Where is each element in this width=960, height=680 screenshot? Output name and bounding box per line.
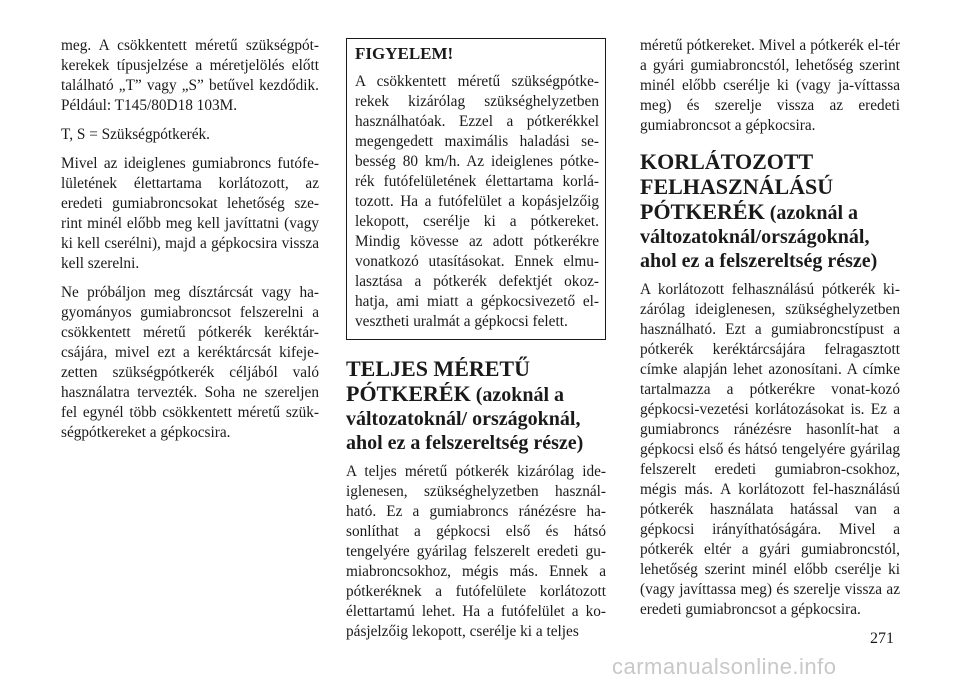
column-middle <box>346 36 606 651</box>
paragraph-limited-use-spare: A korlátozott felhasználású pótkerék ki-zárólag ideiglenesen, szükséghelyzetben használható. Ezt a gumiabroncstípust a pótkerék keréktárcsájára felragasztott címke alapján lehet azonosítani. A címke tartalmazza a pótkerékre vonat-kozó gépkocsi-vezetési korlátozásokat is. Ez a gumiabroncs ránézésre hasonlít-hat a gépkocsi első és hátsó tengelyére gyárilag felszerelt eredeti gumiabron-csokhoz, mégis más. A korlátozott fel-használású pótkerék használata hatással van a gépkocsi irányíthatóságára. Mivel a pótkerék eltér a gyári gumiabroncstól, lehetőség szerint minél előbb cserélje ki (vagy javíttassa meg) és szerelje vissza az eredeti gumiabroncsot a gépkocsira. <box>640 281 900 618</box>
paragraph-ts-definition: T, S = Szükségpótkerék. <box>61 126 210 143</box>
paragraph-tread-life: Mivel az ideiglenes gumiabroncs futófe-lületének élettartama korlátozott, az eredeti gumiabroncsokat lehetőség sze-rint minél előbb meg kell javíttatni (vagy ki kell cserélni), majd a gépkocsira vissza kell szerelni. <box>61 155 319 272</box>
paragraph-full-size-continued: méretű pótkereket. Mivel a pótkerék el-tér a gyári gumiabroncstól, lehetőség szerint minél előbb cserélje ki (vagy ja-víttassa meg) és szerelje vissza az eredeti gumiabroncsot a gépkocsira. <box>640 37 900 134</box>
paragraph-wheel-cover-warning: Ne próbáljon meg dísztárcsát vagy ha-gyományos gumiabroncsot felszerelni a csökkentett méretű pótkerék keréktár-csájára, mivel ezt a keréktárcsát kifeje-zetten szükségpótkerék céljából való használatra tervezték. Soha ne szereljen fel egynél több csökkentett méretű szük-ségpótkereket a gépkocsira. <box>61 284 319 441</box>
paragraph-spare-tire-marking: meg. A csökkentett méretű szükségpót-kerekek típusjelzése a méretjelölés előtt található „T” vagy „S” betűvel kezdődik. Például: T145/80D18 103M. <box>61 37 319 114</box>
watermark: carmanualsonline.info <box>612 654 837 679</box>
section-heading-limited-use-spare <box>640 150 900 273</box>
page-number: 271 <box>870 630 894 647</box>
warning-title: FIGYELEM! <box>355 44 454 63</box>
warning-box <box>346 38 606 340</box>
warning-text: A csökkentett méretű szükségpótke-rekek kizárólag szükséghelyzetben használhatóak. Ezzel a pótkerékkel megengedett maximális haladási se-besség 80 km/h. Az ideiglenes pótke-rék futófelületének élettartama korlá-tozott. Ha a futófelület a kopásjelzőig lekopott, cserélje ki a pótkereket. Mindig kövesse az adott pótkerékre vonatkozó utasításokat. Ennek elmu-lasztása a pótkerék defektjét okoz-hatja, ami miatt a gépkocsivezető el-vesztheti uralmát a gépkocsi felett. <box>355 73 599 330</box>
section-heading-full-size-spare <box>346 357 606 455</box>
heading-sub: (azoknál a változatoknál/ országoknál, ahol ez a felszereltség része) <box>346 384 584 454</box>
heading-main: TELJES MÉRETŰ PÓTKERÉK <box>346 356 530 406</box>
heading-main: KORLÁTOZOTT FELHASZNÁLÁSÚ PÓTKERÉK <box>640 149 834 224</box>
column-left <box>61 36 319 452</box>
column-right <box>640 36 900 629</box>
paragraph-full-size-spare: A teljes méretű pótkerék kizárólag ide-iglenesen, szükséghelyzetben használ-ható. Ez a gumiabroncs ránézésre ha-sonlíthat a gépkocsi első és hátsó tengelyére gyárilag felszerelt eredeti gu-miabroncsokhoz, mégis más. Ennek a pótkeréknek a futófelülete korlátozott élettartamú lehet. Ha a futófelület a ko-pásjelzőig lekopott, cserélje ki a teljes <box>346 463 606 640</box>
heading-sub: (azoknál a változatoknál/országoknál, ahol ez a felszereltség része) <box>640 202 878 272</box>
